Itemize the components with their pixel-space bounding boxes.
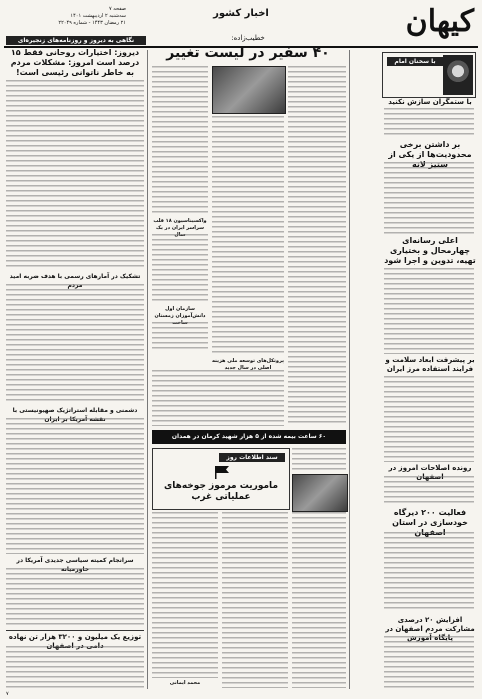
subhead-vaccination: واکسیناسیون ۱۸ قلب سراسر ایران در یک سال [153, 218, 207, 238]
left-headline: دیروز: اختیارات روحانی فقط ۱۵ درصد است امروز: مشکلات مردم به خاطر ناتوانی رئیسی است! [10, 48, 140, 77]
article-body [292, 448, 346, 472]
page-number: ۷ [6, 691, 9, 697]
column-tag: نگاهی به دیروز و روزنامه‌های زنجیره‌ای [6, 36, 146, 45]
kicker: خطیب‌زاده: [231, 34, 265, 42]
band-headline: ۶۰ ساعت بیمه شده از ۵ هزار شهید کرمان در همدان [152, 430, 346, 444]
mission-feature-box [152, 448, 290, 510]
article-body [292, 512, 346, 688]
left-subhead-hostility: دشمنی و مقابله استراتژیک صهیونیستی با نقشه آمریکا بر ایران [12, 407, 138, 423]
column-divider [349, 50, 350, 689]
article-body [152, 234, 208, 304]
issue-date: سه‌شنبه ۲ اردیبهشت ۱۴۰۱ [70, 13, 126, 19]
headline-participation: افزایش ۲۰ درصدی مشارکت مردم اصفهان در پایگاه آموزش [385, 616, 475, 642]
article-body [6, 418, 144, 554]
left-subhead-statistics: تشکیک در آمارهای رسمی با هدف ضربه امید مردم [9, 273, 141, 289]
article-body [212, 116, 284, 356]
article-body [384, 268, 474, 354]
bottom-headline: توزیع یک میلیون و ۳۲۰۰ هزار تن نهاده دامی در اصفهان [6, 630, 144, 651]
article-body [6, 646, 144, 690]
headline-restrictions: بر داشتن برخی محدودیت‌ها از یکی از ستیز لانه [388, 140, 472, 169]
news-photo [292, 474, 348, 512]
quote-body [384, 108, 474, 136]
article-body [384, 532, 474, 612]
article-body [152, 512, 218, 678]
mission-headline: ماموریت مرموز جوخه‌های عملیاتی غرب [163, 481, 279, 502]
newspaper-logo: کیهان [405, 4, 474, 39]
quote-title: با ستمگران سازش نکنید [388, 98, 472, 106]
article-body [152, 66, 208, 216]
article-body [222, 512, 288, 688]
imam-quote-box [382, 52, 476, 98]
article-body [384, 376, 474, 462]
article-body [6, 568, 144, 626]
article-body [6, 80, 144, 268]
subhead-students: سازمان اول دانش‌آموزان زمستان ساخت [154, 306, 206, 326]
headline-isfahan: رونده اصلاحات امروز در اصفهان [388, 464, 472, 481]
headline-health: بر پیشرفت ابعاد سلامت و فرایند استفاده مرز ایران [385, 356, 475, 373]
issue-info [6, 6, 126, 27]
column-divider [147, 50, 148, 689]
main-headline: ۴۰ سفیر در لیست تغییر [166, 45, 330, 61]
article-body [384, 162, 474, 234]
mission-tag: سند اطلاعات روز [219, 453, 285, 462]
headline-bakhtiari: اعلی رسانه‌ای چهارمحال و بختیاری تهیه، تدوین و اجرا شود [384, 236, 476, 265]
author-name: محمد ایمانی [169, 680, 201, 686]
subhead-development: پروتکل‌های توسعه ملی هزینه اصلی در سال جدید [212, 358, 284, 371]
article-body [288, 66, 346, 426]
section-title: اخبار کشور [213, 8, 269, 19]
issue-page: صفحه ۷ [109, 6, 126, 12]
article-body [152, 322, 208, 352]
left-subhead-committee: سرانجام کمیته سیاسی جدیدی آمریکا در خاورمیانه [16, 557, 134, 573]
article-body [152, 370, 284, 426]
issue-number: ۲۱ رمضان ۱۴۴۳ - شماره ۲۲۰۴۹ [58, 20, 126, 26]
quote-tag: با سخنان امام [387, 57, 443, 66]
article-body [6, 284, 144, 402]
meeting-photo [212, 66, 286, 114]
imam-photo [443, 55, 473, 95]
article-body [384, 636, 474, 688]
flag-icon [213, 465, 231, 479]
article-body [384, 476, 474, 504]
headline-training: فعالیت ۲۰۰ دیرگاه خودسازی در استان اصفهان [392, 508, 468, 537]
